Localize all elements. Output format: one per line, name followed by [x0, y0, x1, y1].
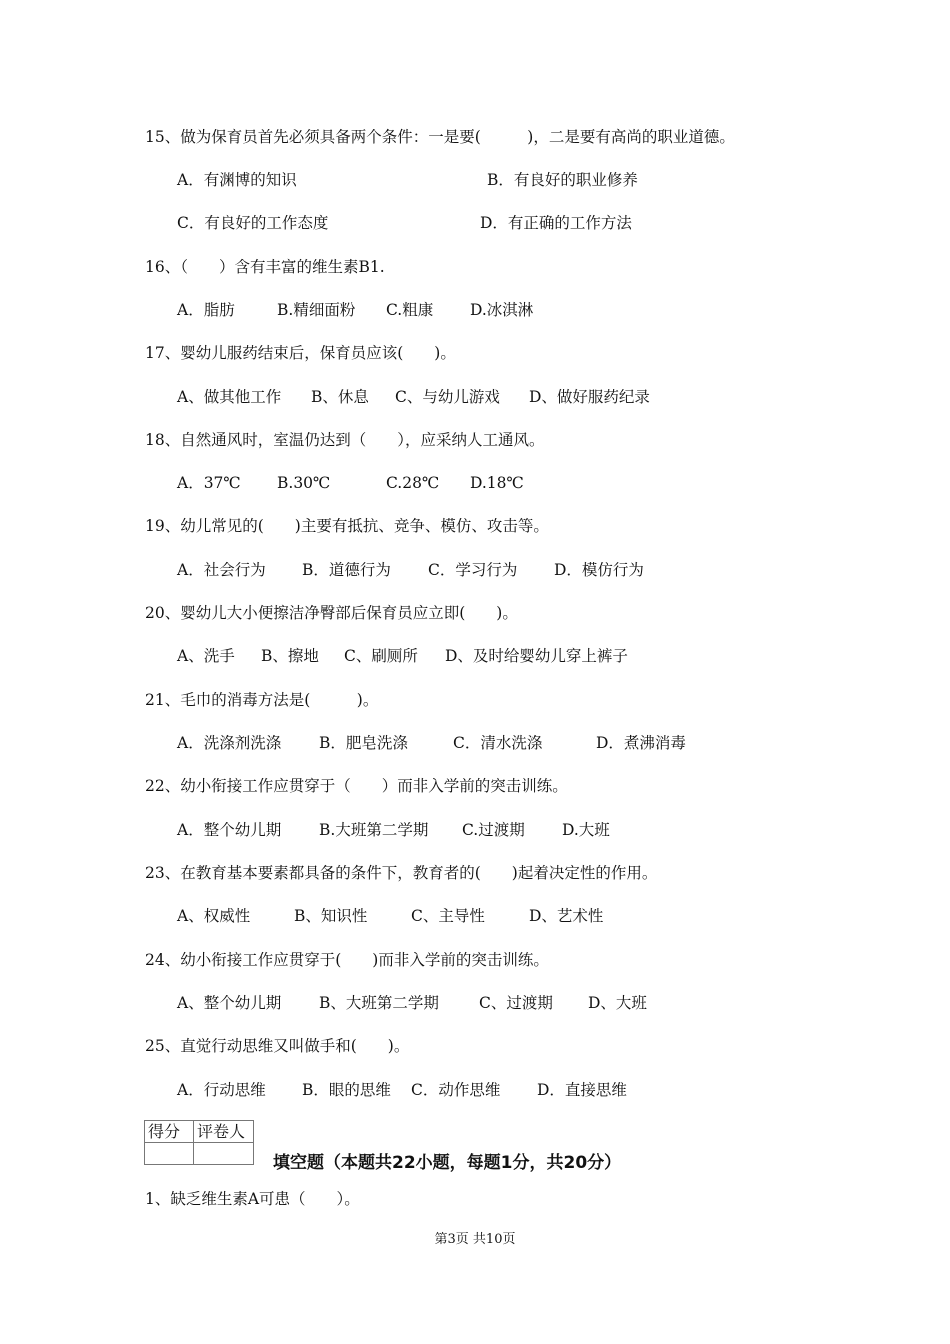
option: B、擦地 — [261, 647, 319, 665]
score-box — [144, 1120, 254, 1165]
option: C、主导性 — [411, 907, 485, 925]
option: D.冰淇淋 — [470, 301, 534, 319]
option: A．整个幼儿期 — [177, 821, 282, 839]
grader-label: 评卷人 — [194, 1121, 254, 1143]
option: A．社会行为 — [177, 561, 266, 579]
option: A．行动思维 — [177, 1081, 266, 1099]
page-footer: 第3页 共10页 — [434, 1232, 516, 1247]
question-stem: 21、毛巾的消毒方法是( )。 — [145, 691, 379, 709]
option: A、权威性 — [177, 907, 251, 925]
option: B.精细面粉 — [277, 301, 356, 319]
option: B.30℃ — [277, 474, 331, 492]
question-stem: 15、做为保育员首先必须具备两个条件：一是要( )，二是要有高尚的职业道德。 — [145, 128, 735, 146]
option: A．洗涤剂洗涤 — [177, 734, 282, 752]
option: B．眼的思维 — [302, 1081, 391, 1099]
option: A、洗手 — [177, 647, 235, 665]
option: C．有良好的工作态度 — [177, 214, 329, 232]
question-stem: 22、幼小衔接工作应贯穿于（ ）而非入学前的突击训练。 — [145, 777, 568, 795]
question-stem: 24、幼小衔接工作应贯穿于( )而非入学前的突击训练。 — [145, 951, 549, 969]
score-label: 得分 — [145, 1121, 194, 1143]
option: D、及时给婴幼儿穿上裤子 — [445, 647, 628, 665]
option: B、知识性 — [294, 907, 368, 925]
option: C.粗康 — [386, 301, 434, 319]
option: A、做其他工作 — [177, 388, 282, 406]
option: C.过渡期 — [462, 821, 525, 839]
option: C.28℃ — [386, 474, 440, 492]
option: D、做好服药纪录 — [529, 388, 650, 406]
option: D．煮沸消毒 — [596, 734, 686, 752]
question-stem: 1、缺乏维生素A可患（ ）。 — [145, 1190, 360, 1208]
option: A、整个幼儿期 — [177, 994, 282, 1012]
section-title: 填空题（本题共22小题，每题1分，共20分） — [273, 1153, 622, 1173]
option: C、与幼儿游戏 — [395, 388, 500, 406]
option: D．模仿行为 — [554, 561, 644, 579]
option: C．清水洗涤 — [453, 734, 543, 752]
option: B．肥皂洗涤 — [319, 734, 408, 752]
question-stem: 23、在教育基本要素都具备的条件下，教育者的( )起着决定性的作用。 — [145, 864, 658, 882]
option: B.大班第二学期 — [319, 821, 429, 839]
option: C．动作思维 — [411, 1081, 501, 1099]
option: C、刷厕所 — [344, 647, 418, 665]
score-cell[interactable] — [145, 1143, 194, 1165]
question-stem: 16、（ ）含有丰富的维生素B1. — [145, 258, 385, 276]
option: D.18℃ — [470, 474, 524, 492]
option: A．有渊博的知识 — [177, 171, 297, 189]
option: A．37℃ — [177, 474, 241, 492]
option: B．道德行为 — [302, 561, 391, 579]
question-stem: 25、直觉行动思维又叫做手和( )。 — [145, 1037, 410, 1055]
option: B、大班第二学期 — [319, 994, 439, 1012]
grader-cell[interactable] — [194, 1143, 254, 1165]
option: B．有良好的职业修养 — [487, 171, 638, 189]
option: A．脂肪 — [177, 301, 235, 319]
option: C．学习行为 — [428, 561, 518, 579]
question-stem: 19、幼儿常见的( )主要有抵抗、竞争、模仿、攻击等。 — [145, 517, 549, 535]
option: D、大班 — [588, 994, 647, 1012]
option: D.大班 — [562, 821, 610, 839]
option: D．直接思维 — [537, 1081, 627, 1099]
option: B、休息 — [311, 388, 369, 406]
question-stem: 18、自然通风时，室温仍达到（ ），应采纳人工通风。 — [145, 431, 545, 449]
question-stem: 17、婴幼儿服药结束后，保育员应该( )。 — [145, 344, 456, 362]
question-stem: 20、婴幼儿大小便擦洁净臀部后保育员应立即( )。 — [145, 604, 518, 622]
option: D、艺术性 — [529, 907, 604, 925]
option: C、过渡期 — [479, 994, 553, 1012]
option: D．有正确的工作方法 — [480, 214, 632, 232]
